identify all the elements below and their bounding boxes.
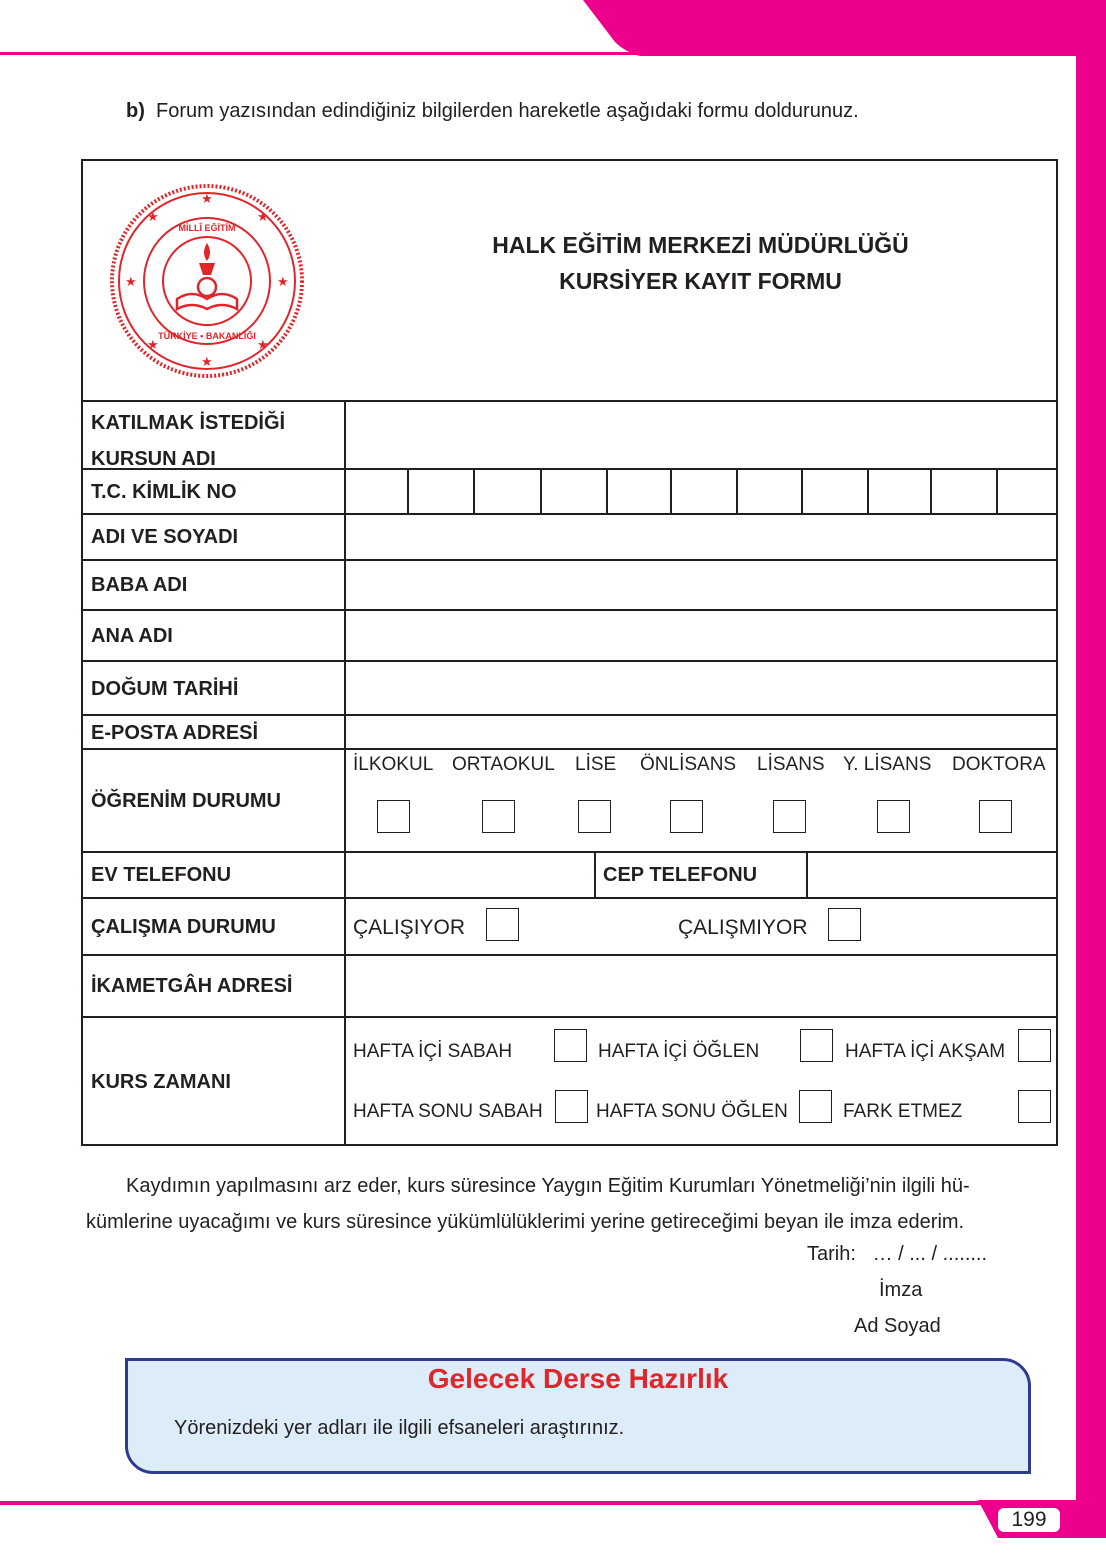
edu-option-associate: ÖNLİSANS <box>640 754 737 775</box>
edu-checkbox-middle[interactable] <box>482 800 515 833</box>
svg-text:★: ★ <box>201 354 213 369</box>
label-birth-date: DOĞUM TARİHİ <box>91 678 239 700</box>
label-email: E-POSTA ADRESİ <box>91 722 259 744</box>
edu-option-bachelor: LİSANS <box>757 754 825 775</box>
registration-form <box>81 159 1058 1146</box>
form-title <box>345 227 1056 299</box>
work-checkbox-employed[interactable] <box>486 908 519 941</box>
prep-box <box>125 1358 1031 1474</box>
svg-text:★: ★ <box>125 274 137 289</box>
label-work-status: ÇALIŞMA DURUMU <box>91 916 276 938</box>
ministry-logo <box>107 181 307 381</box>
edu-checkbox-primary[interactable] <box>377 800 410 833</box>
time-checkbox-weekday-evening[interactable] <box>1018 1029 1051 1062</box>
edu-checkbox-master[interactable] <box>877 800 910 833</box>
svg-text:★: ★ <box>257 209 269 224</box>
time-option-weekday-noon: HAFTA İÇİ ÖĞLEN <box>598 1041 760 1062</box>
label-course: KATILMAK İSTEDİĞİ KURSUN ADI <box>91 412 286 470</box>
declaration <box>86 1168 1056 1240</box>
label-name: ADI VE SOYADI <box>91 526 239 548</box>
prep-text: Yörenizdeki yer adları ile ilgili efsaneleri araştırınız. <box>174 1417 625 1439</box>
instruction <box>126 100 859 123</box>
top-tab-shape <box>580 0 1106 56</box>
right-band <box>1076 55 1106 1505</box>
time-checkbox-weekend-morning[interactable] <box>555 1090 588 1123</box>
date-value: … / ... / ........ <box>872 1243 988 1265</box>
work-option-unemployed: ÇALIŞMIYOR <box>678 916 808 939</box>
edu-checkbox-doctorate[interactable] <box>979 800 1012 833</box>
work-option-employed: ÇALIŞIYOR <box>353 916 466 939</box>
label-course-time: KURS ZAMANI <box>91 1071 231 1093</box>
edu-option-middle: ORTAOKUL <box>452 754 555 775</box>
edu-checkbox-high[interactable] <box>578 800 611 833</box>
edu-checkbox-bachelor[interactable] <box>773 800 806 833</box>
time-option-weekend-morning: HAFTA SONU SABAH <box>353 1101 543 1122</box>
svg-text:TÜRKİYE • BAKANLIĞI: TÜRKİYE • BAKANLIĞI <box>158 331 256 341</box>
work-checkbox-unemployed[interactable] <box>828 908 861 941</box>
time-checkbox-weekday-noon[interactable] <box>800 1029 833 1062</box>
bottom-band <box>0 1501 1106 1505</box>
edu-option-master: Y. LİSANS <box>843 754 932 775</box>
prep-title: Gelecek Derse Hazırlık <box>427 1363 729 1394</box>
svg-text:★: ★ <box>257 337 269 352</box>
label-address: İKAMETGÂH ADRESİ <box>91 975 293 997</box>
time-option-any: FARK ETMEZ <box>843 1101 963 1122</box>
date-field <box>807 1243 987 1266</box>
label-tc-id: T.C. KİMLİK NO <box>91 481 237 503</box>
name-surname-label: Ad Soyad <box>854 1315 941 1337</box>
label-father: BABA ADI <box>91 574 188 596</box>
date-label: Tarih: <box>807 1243 856 1265</box>
svg-text:MİLLÎ EĞİTİM: MİLLÎ EĞİTİM <box>178 223 236 233</box>
svg-text:★: ★ <box>201 191 213 206</box>
label-home-phone: EV TELEFONU <box>91 864 232 886</box>
form-title-line2: KURSİYER KAYIT FORMU <box>559 268 842 294</box>
form-title-line1: HALK EĞİTİM MERKEZİ MÜDÜRLÜĞÜ <box>492 232 909 258</box>
label-mother: ANA ADI <box>91 625 173 647</box>
edu-option-primary: İLKOKUL <box>353 754 434 775</box>
svg-text:★: ★ <box>147 209 159 224</box>
label-mobile-phone: CEP TELEFONU <box>603 864 758 886</box>
declaration-line1: Kaydımın yapılmasını arz eder, kurs süresince Yaygın Eğitim Kurumları Yönetmeliği’nin ilgili hü- <box>126 1175 970 1197</box>
label-education: ÖĞRENİM DURUMU <box>91 790 281 812</box>
time-option-weekday-evening: HAFTA İÇİ AKŞAM <box>845 1041 1006 1062</box>
time-checkbox-weekend-noon[interactable] <box>799 1090 832 1123</box>
page-number: 199 <box>998 1508 1060 1532</box>
edu-checkbox-associate[interactable] <box>670 800 703 833</box>
signature-label: İmza <box>879 1279 923 1301</box>
instruction-text: Forum yazısından edindiğiniz bilgilerden hareketle aşağıdaki formu doldurunuz. <box>156 100 859 122</box>
time-option-weekend-noon: HAFTA SONU ÖĞLEN <box>596 1101 788 1122</box>
declaration-line2: kümlerine uyacağımı ve kurs süresince yükümlülüklerimi yerine getireceğimi beyan ile imza ederim. <box>86 1211 965 1233</box>
svg-text:★: ★ <box>277 274 289 289</box>
edu-option-doctorate: DOKTORA <box>952 754 1046 775</box>
time-checkbox-any[interactable] <box>1018 1090 1051 1123</box>
svg-text:★: ★ <box>147 337 159 352</box>
instruction-marker: b) <box>126 100 145 122</box>
edu-option-high: LİSE <box>575 754 617 775</box>
time-checkbox-weekday-morning[interactable] <box>554 1029 587 1062</box>
time-option-weekday-morning: HAFTA İÇİ SABAH <box>353 1041 513 1062</box>
